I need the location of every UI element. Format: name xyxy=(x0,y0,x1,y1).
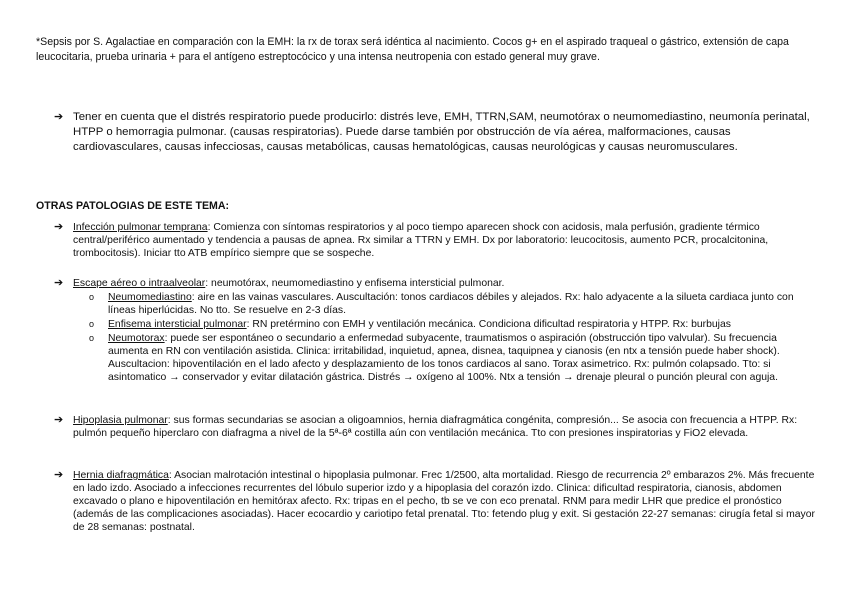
item-body: : Asocian malrotación intestinal o hipoplasia pulmonar. Frec 1/2500, alta mortalidad. Riesgo de recurrencia 2º embarazos 2%. Más frecuente en lado izdo. Asociado a infecciones recurrentes del lóbulo superior izdo y a hipoplasia del corazón izdo. Clinica: dificultad respiratoria, cianosis, abdomen excavado o plano e hipoventilación en hemitórax afecto. Rx: tripas en el pecho, tb se ve con eco prenatal. RNM para medir LHR que predice el pronóstico (además de las complicaciones asociadas). Hacer ecocardio y cariotipo fetal prenatal. Tto: fetendo plug y exit. Si gestación 22-27 semanas: cirugía fetal si mayor de 28 semanas: postnatal. xyxy=(73,470,815,533)
resp-distress-text: Tener en cuenta que el distrés respiratorio puede producirlo: distrés leve, EMH, TTRN,SAM, neumotórax o neumomediastino, neumonía perinatal, HTPP o hemorragia pulmonar. (causas respiratorias). Puede darse también por obstrucción de vía aérea, malformaciones, causas cardiovasculares, causas infecciosas, causas metabólicas, causas hematológicas, causas neurológicas y causas neuromusculares. xyxy=(73,111,810,153)
section-heading: OTRAS PATOLOGIAS DE ESTE TEMA: xyxy=(36,200,230,212)
list-item-infeccion xyxy=(54,221,816,260)
item-body: : aire en las vainas vasculares. Auscultación: tonos cardiacos débiles y alejados. Rx: halo adyacente a la silueta cardiaca junto con líneas hiperlúcidas. No tto. Se resuelve en 2-3 días. xyxy=(108,292,794,316)
item-term: Enfisema intersticial pulmonar xyxy=(108,319,247,330)
resp-distress-note xyxy=(54,110,814,155)
item-body: : Comienza con síntomas respiratorios y al poco tiempo aparecen shock con acidosis, mala perfusión, gradiente térmico central/periférico aumentado y tendencia a pausas de apnea. Rx similar a TTRN y EMH. Dx por laboratorio: leucocitosis, aumento PCR, procalcitonina, trombocitosis). Iniciar tto ATB empírico siempre que se sospeche. xyxy=(73,222,769,259)
item-body: : sus formas secundarias se asocian a oligoamnios, hernia diafragmática congénita, compresión... Se asocia con frecuencia a HTPP. Rx: pulmón pequeño hiperclaro con diafragma a nivel de la 5ª-6ª costilla aún con ventilación mecánica. Tto con presiones inspiratorias y FiO2 elevada. xyxy=(73,415,798,439)
item-term: Hipoplasia pulmonar xyxy=(73,415,168,426)
item-term: Hernia diafragmática xyxy=(73,470,169,481)
item-term: Neumomediastino xyxy=(108,292,192,303)
list-item-text xyxy=(73,221,816,260)
arrow-bullet-icon: ➔ xyxy=(54,277,64,289)
sub-item-text xyxy=(108,318,816,331)
list-item-hipoplasia xyxy=(54,414,816,440)
list-item-hernia xyxy=(54,469,816,534)
item-body: : RN pretérmino con EMH y ventilación mecánica. Condiciona dificultad respiratoria y HTPP. Rx: burbujas xyxy=(246,319,731,330)
item-term: Neumotorax xyxy=(108,333,165,344)
item-body: : puede ser espontáneo o secundario a enfermedad subyacente, traumatismos o aspiración (obstrucción tipo valvular). Su frecuencia aumenta en RN con ventilación asistida. Clinica: irritabilidad, inquietud, apnea, disnea, taquipnea y cianosis (en ntx a tensión puede haber shock). Auscultacion: hipoventilación en el lado afecto y desplazamiento de los tonos cardiacos al sano. Torax asimetrico. Rx: pulmón colapsado. Tto: si asintomatico → conservador y evitar dilatación gástrica. Distrés → oxígeno al 100%. Ntx a tensión → drenaje pleural o punción pleural con aguja. xyxy=(108,333,780,383)
sub-item-enfisema xyxy=(89,318,816,331)
arrow-bullet-icon: ➔ xyxy=(54,414,64,426)
item-term: Escape aéreo o intraalveolar xyxy=(73,278,206,289)
circle-bullet-icon: o xyxy=(89,292,95,302)
sub-item-text xyxy=(108,291,816,317)
list-item-escape-aereo xyxy=(54,277,816,290)
sepsis-note: *Sepsis por S. Agalactiae en comparación con la EMH: la rx de torax será idéntica al nacimiento. Cocos g+ en el aspirado traqueal o gástrico, extensión de capa leucocitaria, prueba urinaria + para el antígeno estreptocócico y una intensa neutropenia con estado general muy grave. xyxy=(36,36,789,63)
sub-item-neumomediastino xyxy=(89,291,816,317)
arrow-bullet-icon: ➔ xyxy=(54,111,64,123)
item-body: : neumotórax, neumomediastino y enfisema intersticial pulmonar. xyxy=(205,278,505,289)
sub-item-text xyxy=(108,332,816,384)
list-item-text xyxy=(73,414,816,440)
item-term: Infección pulmonar temprana xyxy=(73,222,208,233)
list-item-text xyxy=(73,277,816,290)
circle-bullet-icon: o xyxy=(89,333,95,343)
arrow-bullet-icon: ➔ xyxy=(54,469,64,481)
list-item-text xyxy=(73,469,816,534)
sub-item-neumotorax xyxy=(89,332,816,384)
arrow-bullet-icon: ➔ xyxy=(54,221,64,233)
circle-bullet-icon: o xyxy=(89,319,95,329)
